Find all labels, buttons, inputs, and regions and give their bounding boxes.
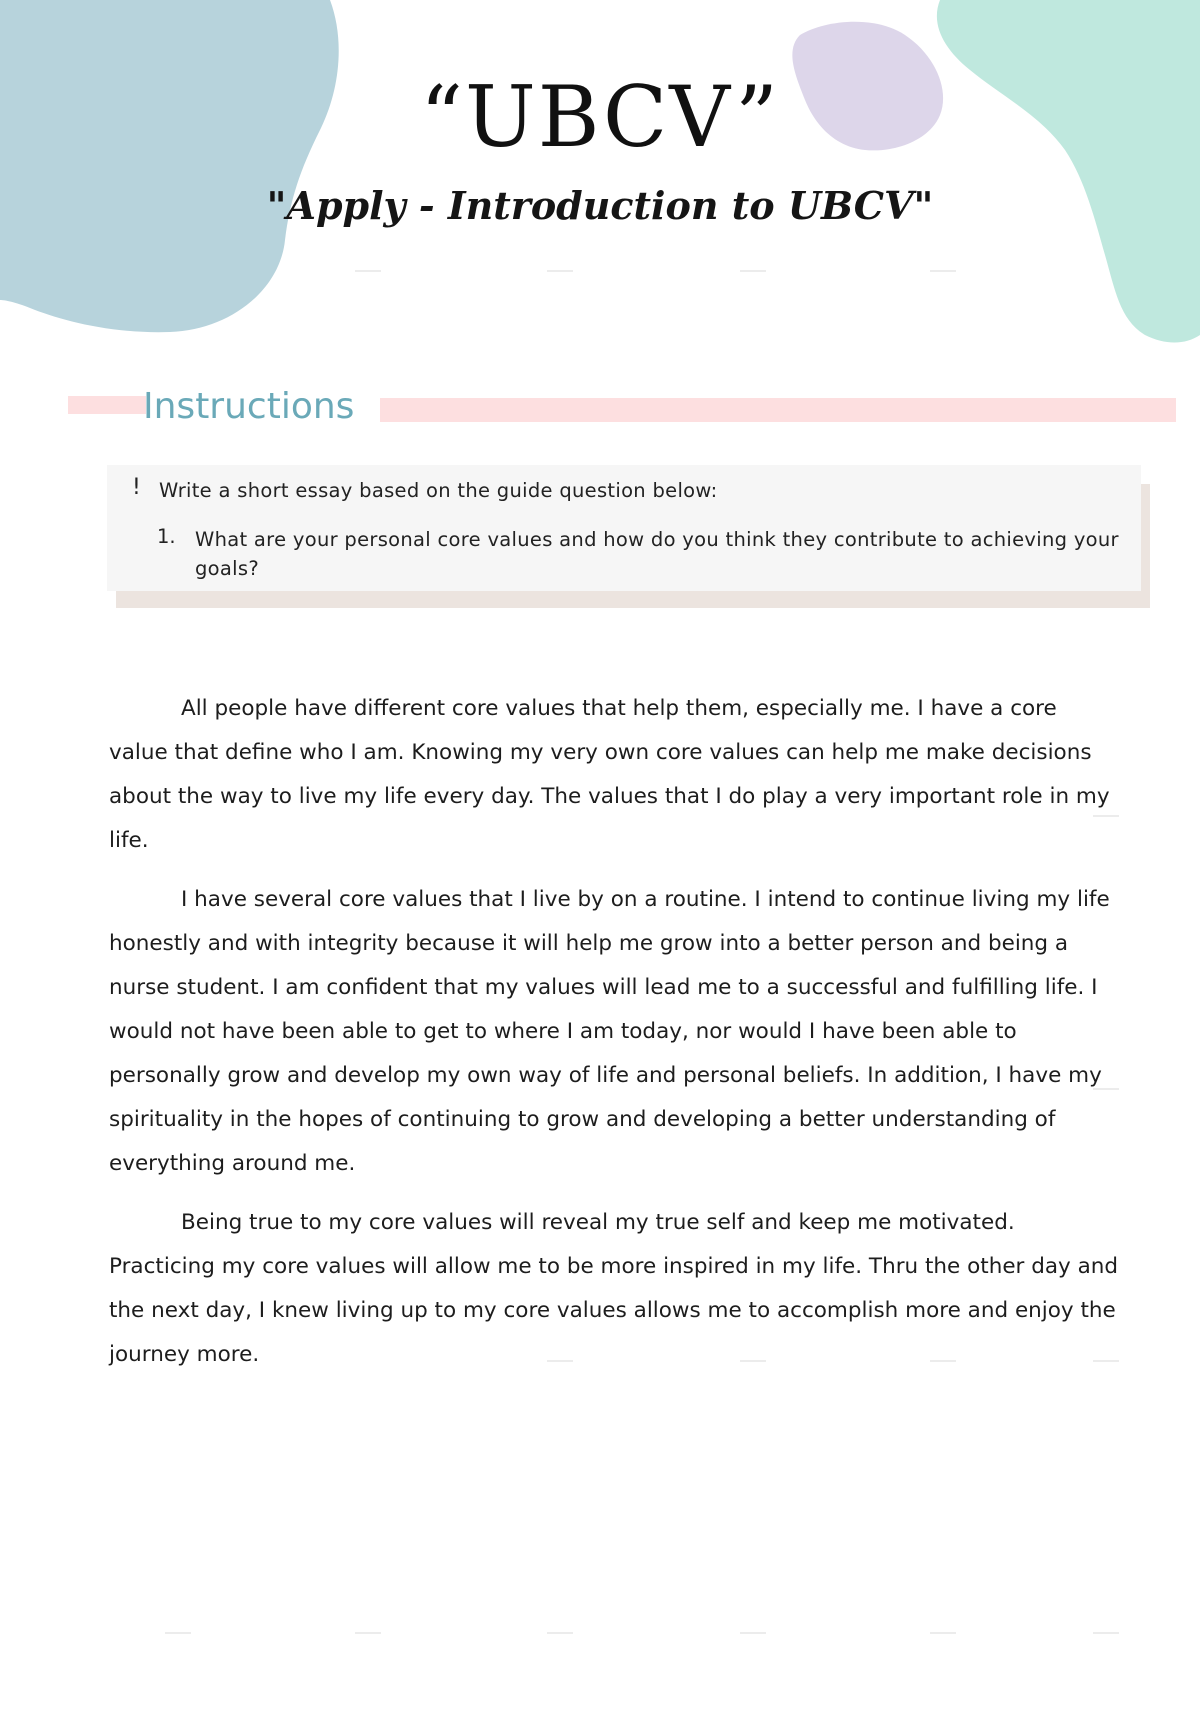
faint-dash: [740, 270, 766, 272]
faint-dash: [547, 270, 573, 272]
blue-blob-decoration: [0, 0, 360, 340]
heading-accent-bar-right: [380, 398, 1176, 422]
instructions-heading: Instructions: [143, 386, 355, 427]
faint-dash: [1093, 1632, 1119, 1634]
faint-dash: [547, 1632, 573, 1634]
list-item-number: 1.: [157, 525, 176, 548]
exclamation-bullet-icon: !: [132, 475, 141, 500]
faint-dash: [355, 1632, 381, 1634]
essay-paragraph: I have several core values that I live by on a routine. I intend to continue living my life honestly and with integrity because it will help me grow into a better person and being a nurse student. I am confident that my values will lead me to a successful and fulfilling life. I would not have been able to get to where I am today, nor would I have been able to personally grow and develop my own way of life and personal beliefs. In addition, I have my spirituality in the hopes of continuing to grow and developing a better understanding of everything around me.: [109, 887, 1110, 1176]
heading-accent-bar-left: [68, 396, 146, 414]
essay-paragraph: All people have different core values that help them, especially me. I have a core value that define who I am. Knowing my very own core values can help me make decisions about the way to live my life every day. The values that I do play a very important role in my life.: [109, 696, 1110, 853]
page-title: “UBCV”: [420, 68, 780, 166]
faint-dash: [740, 1632, 766, 1634]
guide-question: What are your personal core values and how do you think they contribute to achieving your goals?: [195, 528, 1119, 580]
faint-dash: [930, 270, 956, 272]
faint-dash: [165, 1632, 191, 1634]
faint-dash: [930, 1632, 956, 1634]
instructions-box: [107, 465, 1141, 591]
essay-body: [109, 687, 1119, 1392]
page-subtitle: "Apply - Introduction to UBCV": [266, 183, 934, 228]
faint-dash: [355, 270, 381, 272]
essay-paragraph: Being true to my core values will reveal my true self and keep me motivated. Practicing my core values will allow me to be more inspired in my life. Thru the other day and the next day, I knew living up to my core values allows me to accomplish more and enjoy the journey more.: [109, 1210, 1119, 1367]
instructions-text: Write a short essay based on the guide question below:: [159, 479, 718, 502]
